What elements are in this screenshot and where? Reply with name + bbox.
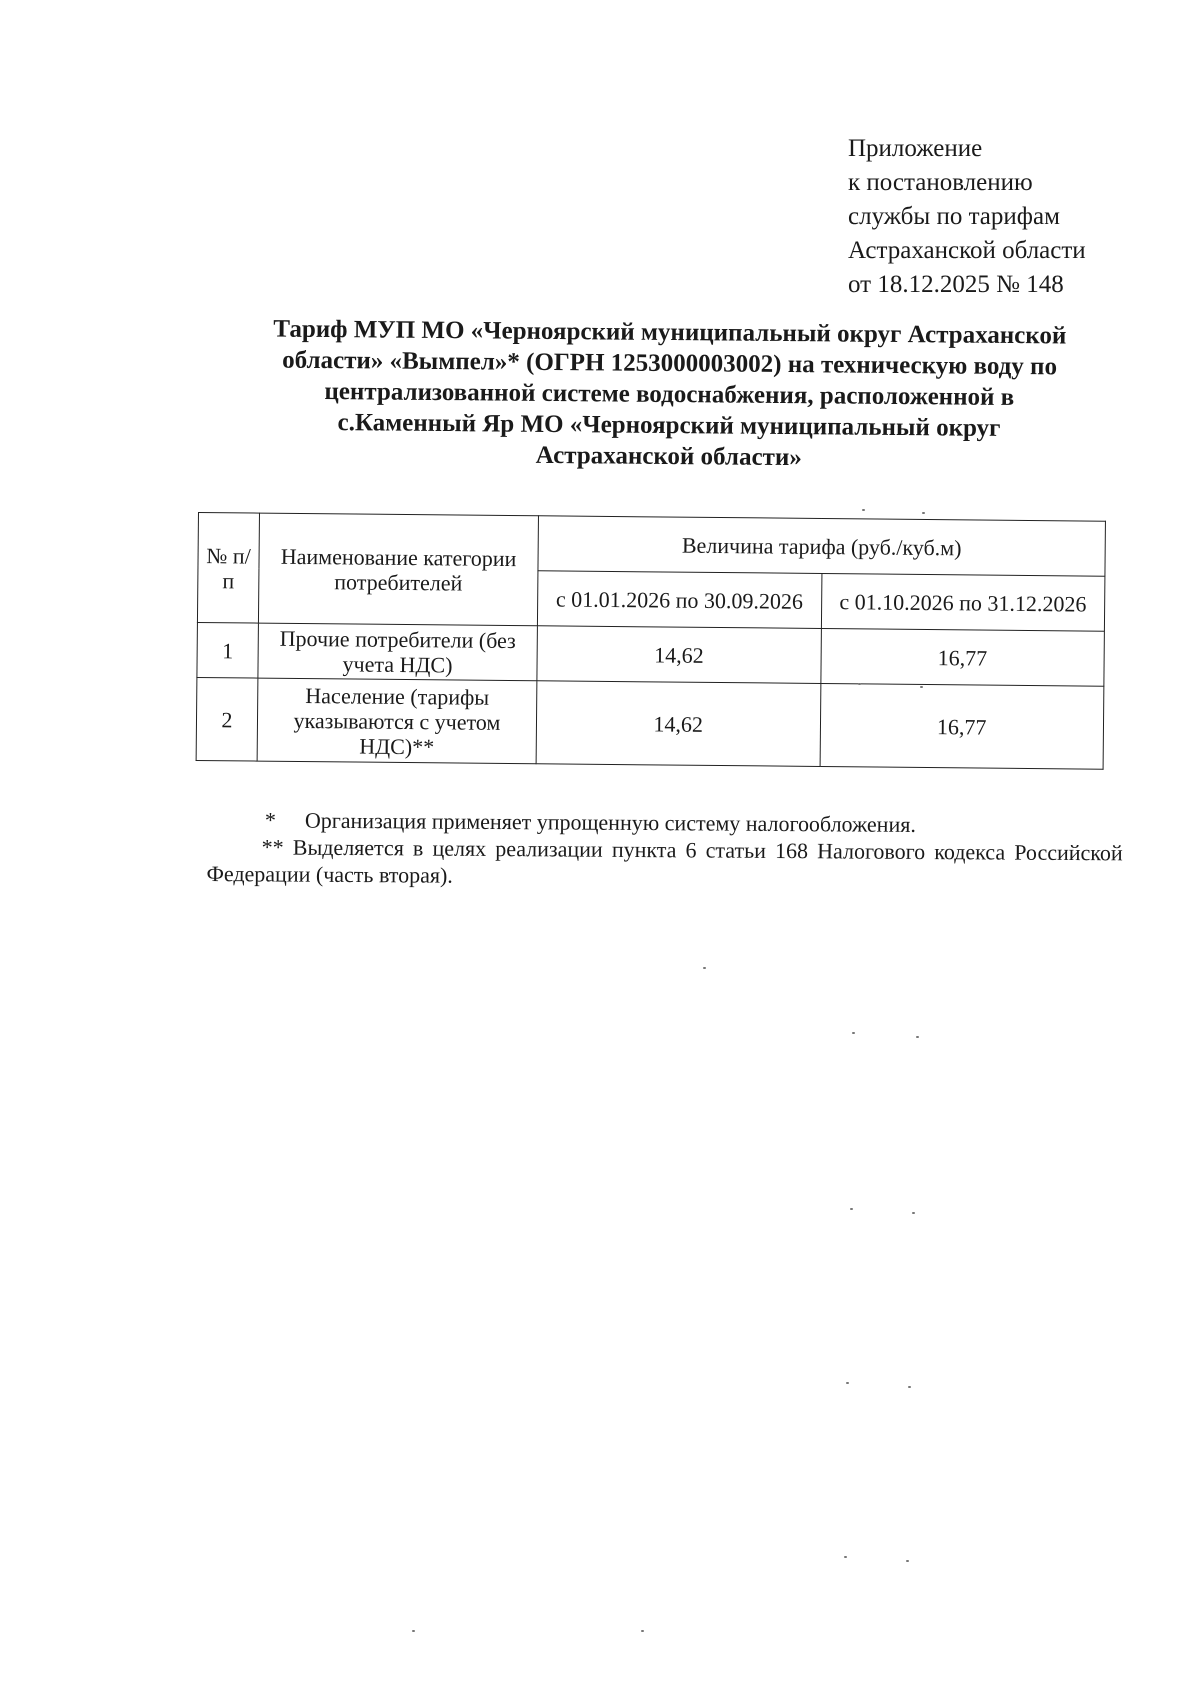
tariff-table — [196, 512, 1106, 770]
scan-speck — [703, 967, 706, 969]
footnote-2: ** Выделяется в целях реализации пункта 6 статьи 168 Налогового кодекса Российской Федерации (часть вторая). — [206, 834, 1123, 888]
row-value-1: 14,62 — [536, 681, 820, 767]
scan-speck — [412, 1630, 415, 1632]
header-name: Наименование категории потребителей — [258, 513, 538, 626]
scan-speck — [906, 1560, 909, 1562]
appendix-line: Приложение — [848, 135, 983, 162]
footnote-1-mark: * — [264, 807, 276, 833]
table-row — [196, 677, 1104, 769]
scan-speck — [641, 1630, 644, 1632]
header-tariff-group: Величина тарифа (руб./куб.м) — [538, 516, 1106, 576]
appendix-line: к постановлению — [848, 169, 1033, 196]
appendix-line: от 18.12.2025 № 148 — [848, 271, 1064, 298]
scan-speck — [846, 1382, 849, 1384]
row-value-1: 14,62 — [537, 626, 821, 684]
scan-speck — [844, 1556, 847, 1558]
footnotes — [206, 806, 1123, 893]
footnote-1-text: Организация применяет упрощенную систему налогообложения. — [304, 807, 916, 837]
appendix-line: службы по тарифам — [848, 203, 1060, 230]
row-value-2: 16,77 — [820, 683, 1104, 769]
row-name: Население (тарифы указываются с учетом НДС)** — [257, 678, 537, 764]
row-num: 1 — [197, 622, 259, 678]
row-num: 2 — [196, 677, 258, 761]
scan-speck — [922, 512, 925, 514]
scan-speck — [862, 509, 865, 511]
scan-speck — [916, 1036, 919, 1038]
title-line: Тариф МУП МО «Черноярский муниципальный округ Астраханской — [273, 315, 1067, 350]
title-line: Астраханской области» — [535, 441, 802, 472]
header-num: № п/п — [197, 513, 259, 624]
scan-speck — [920, 686, 923, 688]
scan-speck — [852, 1032, 855, 1034]
appendix-line: Астраханской области — [848, 237, 1086, 264]
header-period-2: с 01.10.2026 по 31.12.2026 — [821, 573, 1105, 631]
table-header-row — [198, 513, 1105, 577]
scan-speck — [908, 1386, 911, 1388]
row-name: Прочие потребители (без учета НДС) — [258, 623, 538, 681]
row-value-2: 16,77 — [820, 628, 1104, 686]
table-row — [197, 622, 1104, 686]
title-line: области» «Вымпел»* (ОГРН 1253000003002) на техническую воду по — [282, 346, 1058, 381]
scan-speck — [858, 683, 861, 685]
header-period-1: с 01.01.2026 по 30.09.2026 — [537, 571, 821, 629]
document-title — [209, 313, 1130, 476]
tariff-table-wrapper — [196, 512, 1106, 770]
appendix-header — [848, 132, 1086, 302]
title-line: с.Каменный Яр МО «Черноярский муниципальный округ — [337, 409, 1001, 442]
scan-speck — [850, 1208, 853, 1210]
title-line: централизованной системе водоснабжения, расположенной в — [324, 378, 1015, 412]
scan-speck — [912, 1212, 915, 1214]
